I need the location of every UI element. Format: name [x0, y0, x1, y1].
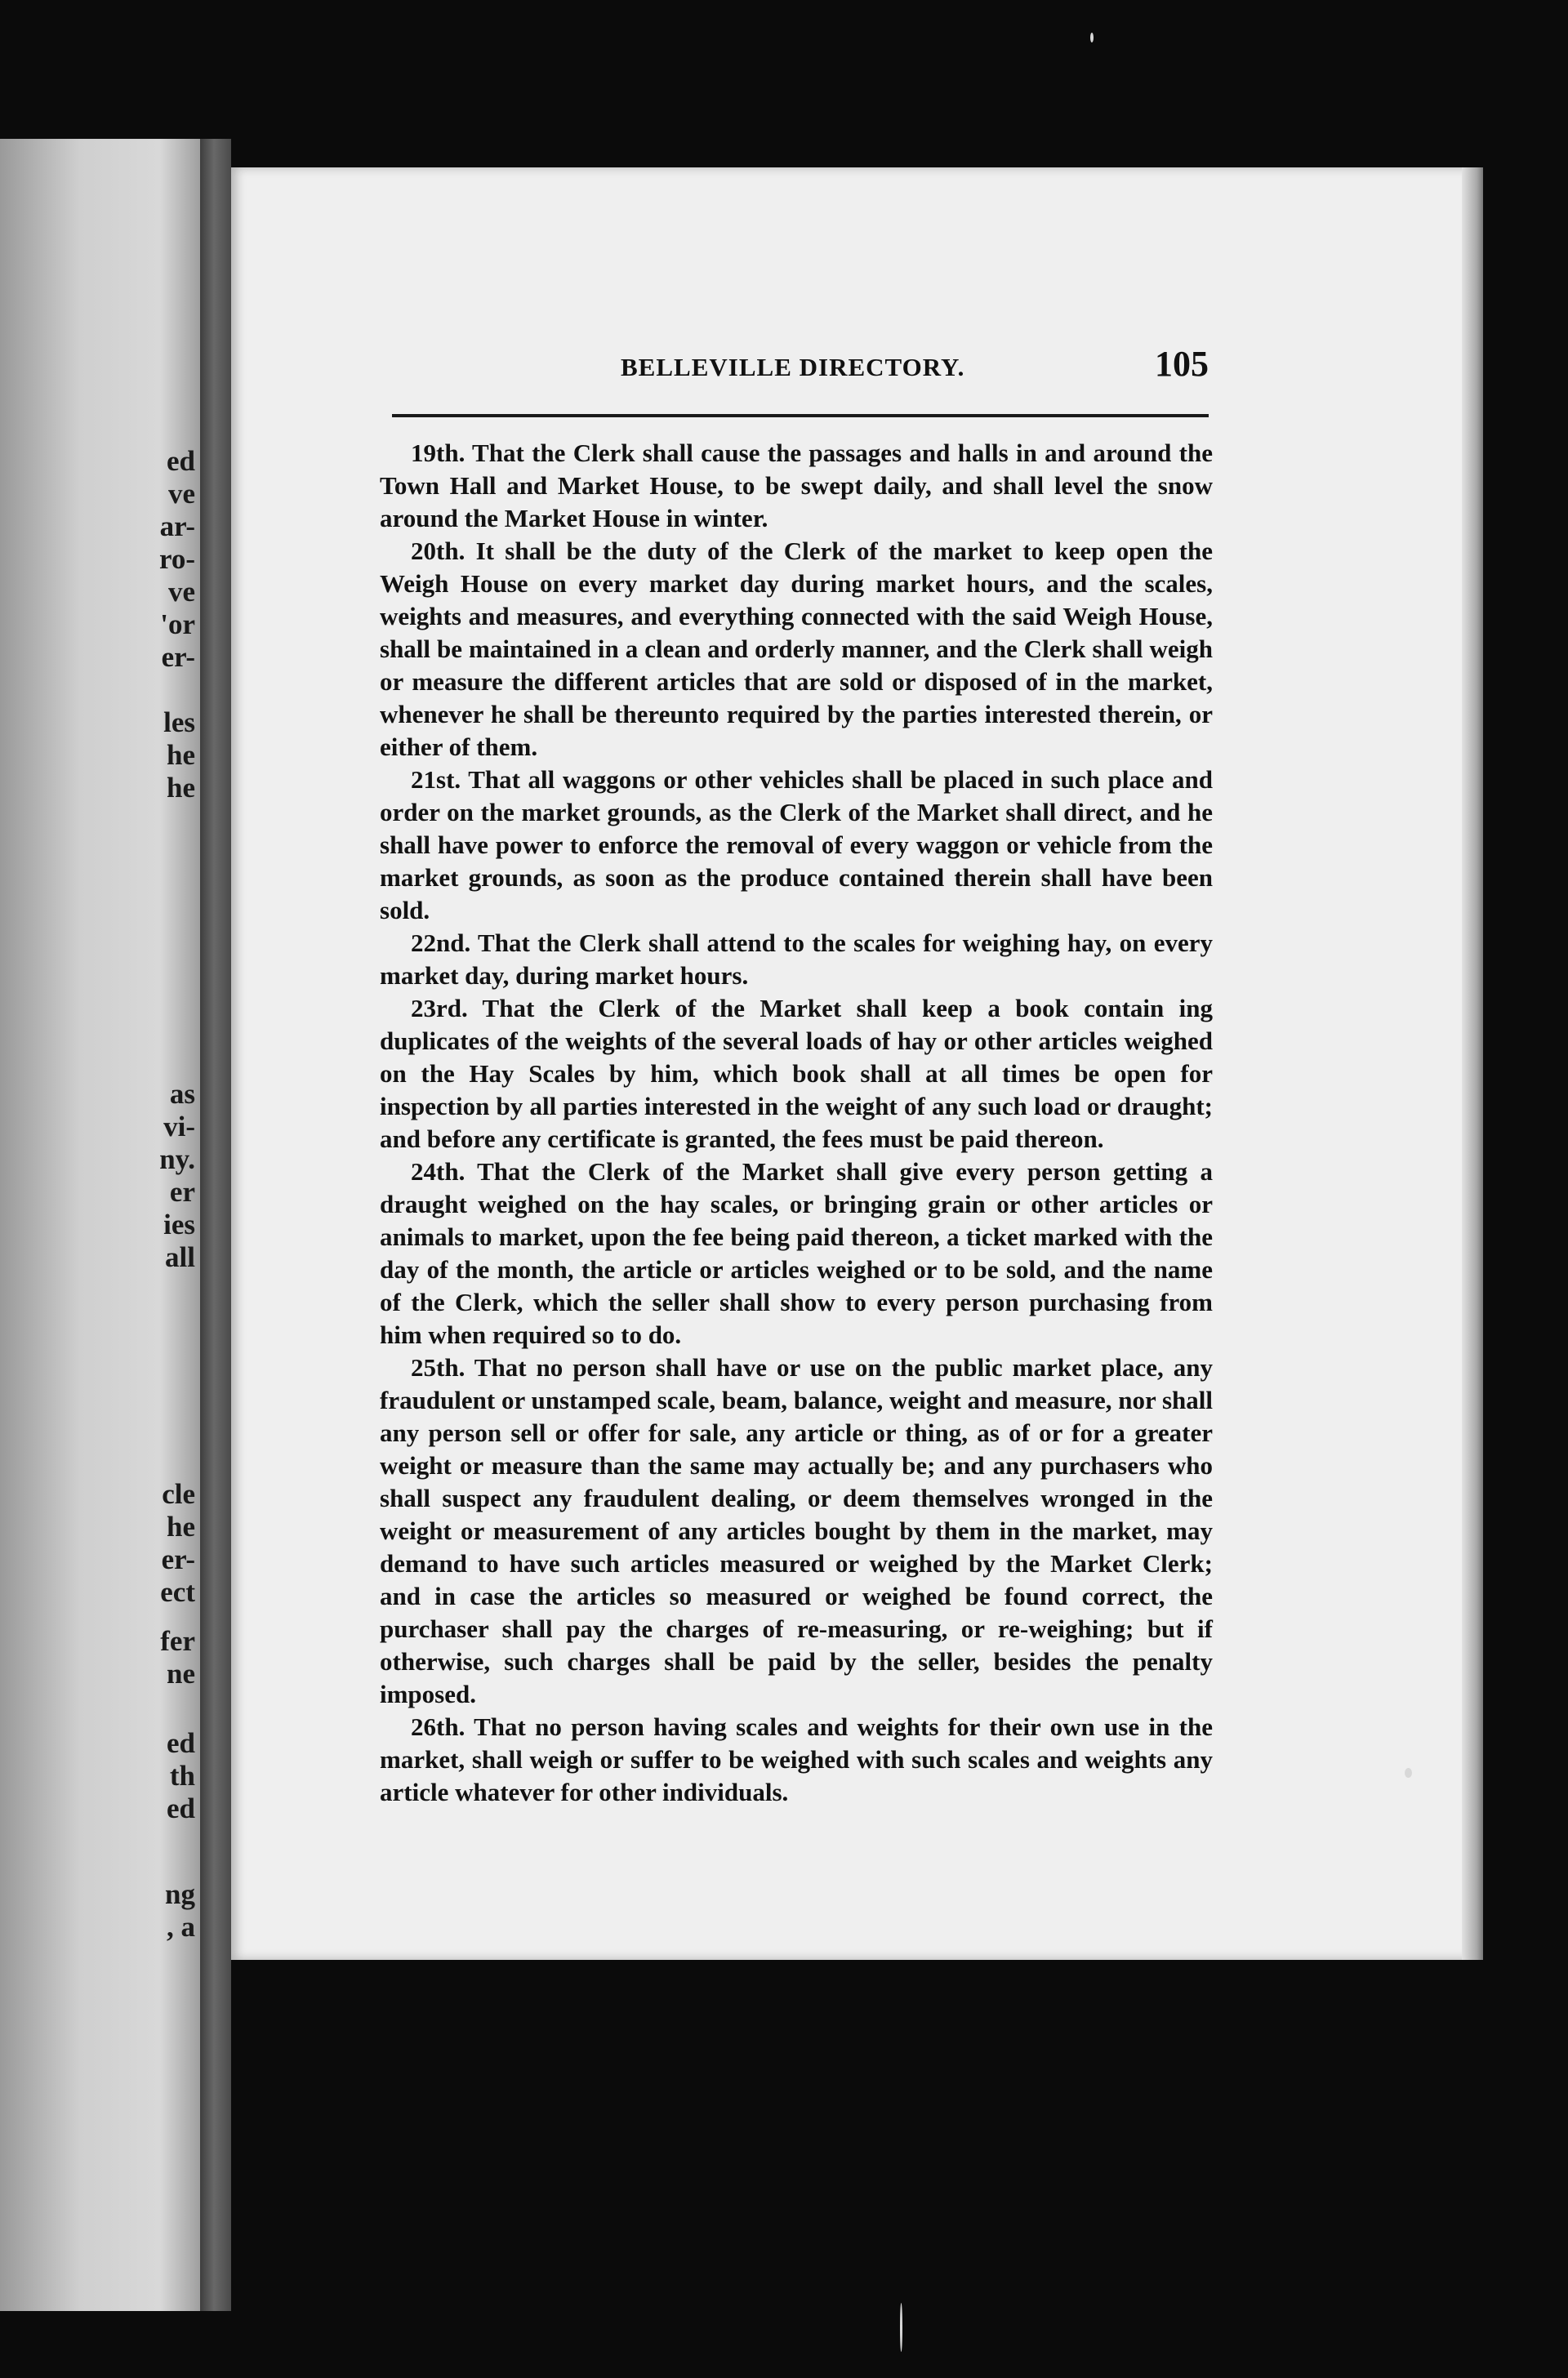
dust-speck: [1405, 1768, 1412, 1778]
left-page-fragment: ed th ed: [167, 1727, 195, 1824]
paragraph-19th: 19th. That the Clerk shall cause the passages and halls in and around the Town Hall and Market House, to be swept daily, and shall level the snow around the Market House in winter.: [380, 439, 1213, 532]
left-page-fragment: ed ve ar- ro- ve 'or er-: [158, 445, 195, 673]
paragraph-21st: 21st. That all waggons or other vehicles shall be placed in such place and order on the market grounds, as the Clerk of the Market shall direct, and he shall have power to enforce the removal of every waggon or vehicle from the market grounds, as soon as the produce contained therein shall have been sold.: [380, 765, 1213, 924]
page-edge: [1462, 167, 1483, 1960]
dust-speck: [900, 2303, 902, 2352]
paragraph-23rd: 23rd. That the Clerk of the Market shall keep a book contain ing duplicates of the weights of the several loads of hay or other articles weighed on the Hay Scales by him, which book shall at all times be open for inspection by all parties interested in the weight of any such load or draught; and before any certificate is granted, the fees must be paid thereon.: [380, 994, 1213, 1153]
paragraph-24th: 24th. That the Clerk of the Market shall give every person getting a draught weighed on the hay scales, or bringing grain or other articles or animals to market, upon the fee being paid thereon, a ticket marked with the day of the month, the article or articles weighed or to be sold, and the name of the Clerk, which the seller shall show to every person purchasing from him when required so to do.: [380, 1157, 1213, 1349]
header-rule: [392, 414, 1209, 417]
paragraph-22nd: 22nd. That the Clerk shall attend to the scales for weighing hay, on every market day, during market hours.: [380, 928, 1213, 990]
left-page-fragment: cle he er- ect: [160, 1478, 195, 1608]
left-page-fragment: ng , a: [165, 1878, 195, 1943]
left-page-fragment: les he he: [163, 706, 195, 804]
paragraph-26th: 26th. That no person having scales and weights for their own use in the market, shall weigh or suffer to be weighed with such scales and weights any article whatever for other individuals.: [380, 1712, 1213, 1806]
paragraph-20th: 20th. It shall be the duty of the Clerk of the market to keep open the Weigh House on every market day during market hours, and the scales, weights and measures, and everything connected with the said Weigh House, shall be maintained in a clean and orderly manner, and the Clerk shall weigh or measure the different articles that are sold or disposed of in the market, whenever he shall be thereunto required by the parties interested therein, or either of them.: [380, 537, 1213, 761]
dust-speck: [1090, 33, 1094, 42]
running-head: BELLEVILLE DIRECTORY.: [621, 353, 965, 381]
left-page-fragment: as vi- ny. er ies all: [159, 1078, 195, 1273]
body-text: [380, 437, 1213, 1809]
left-page: [0, 139, 200, 2311]
left-page-fragment: fer ne: [160, 1625, 195, 1690]
page-header: [392, 343, 1209, 385]
book-gutter: [200, 139, 231, 2311]
paragraph-25th: 25th. That no person shall have or use on the public market place, any fraudulent or unstamped scale, beam, balance, weight and measure, nor shall any person sell or offer for sale, any article or thing, as of or for a greater weight or measure than the same may actually be; and any purchasers who shall suspect any fraudulent dealing, or deem themselves wronged in the weight or measurement of any articles bought by them in the market, may demand to have such articles measured or weighed by the Market Clerk; and in case the articles so measured or weighed be found correct, the purchaser shall pay the charges of re-measuring, or re-weighing; but if otherwise, such charges shall be paid by the seller, besides the penalty imposed.: [380, 1353, 1213, 1708]
page-number: 105: [1155, 344, 1209, 384]
